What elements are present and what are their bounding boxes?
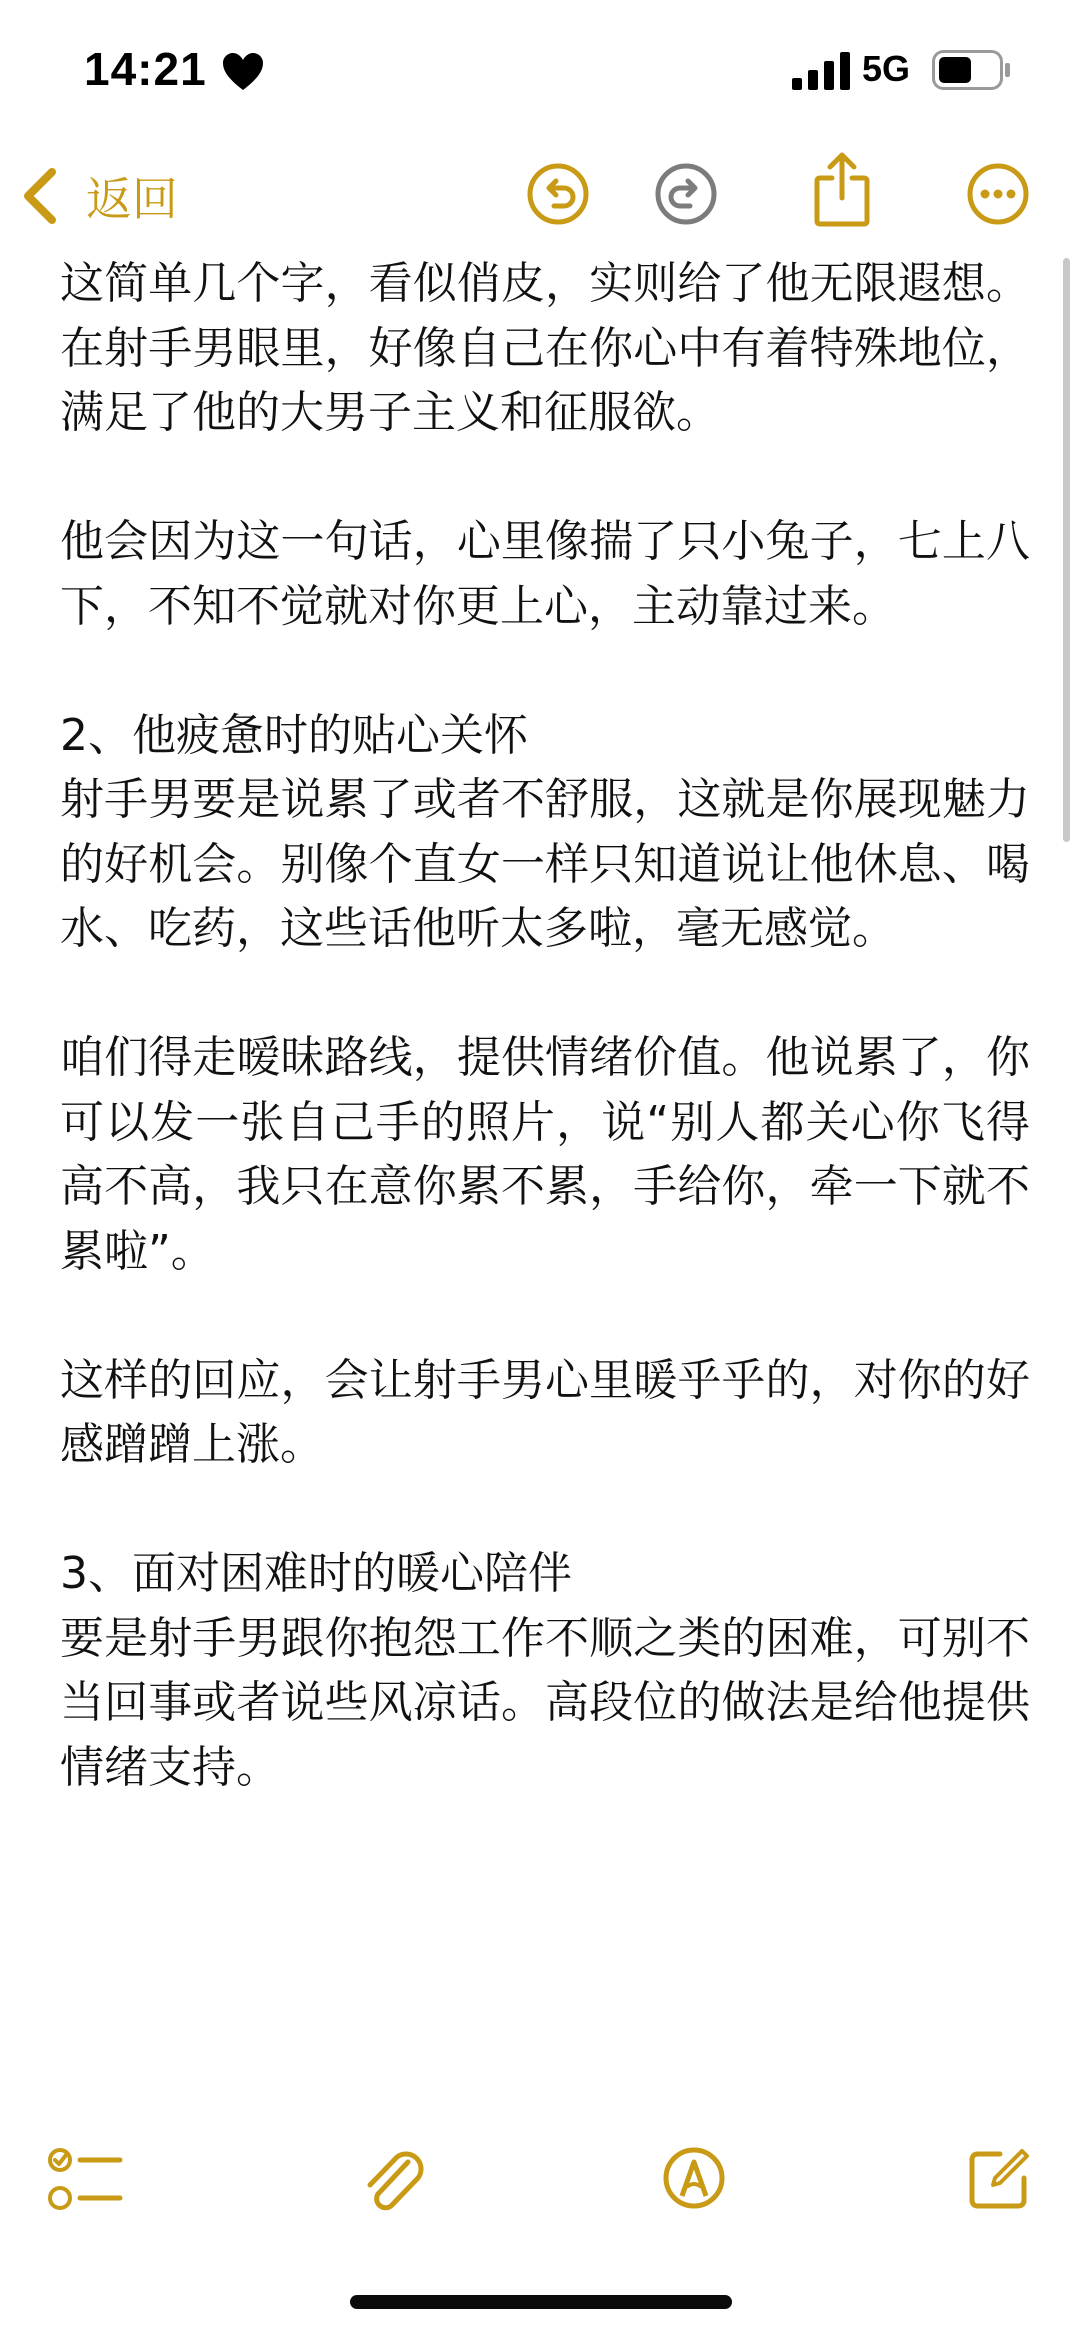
note-body[interactable] [60,252,1030,1800]
cellular-signal-icon [792,52,850,90]
more-icon[interactable] [966,162,1030,226]
scrollbar[interactable] [1063,258,1070,842]
note-paragraph: 他会因为这一句话，心里像揣了只小兔子，七上八下，不知不觉就对你更上心，主动靠过来。 [60,516,1030,632]
share-icon[interactable] [812,150,872,228]
back-label: 返回 [86,172,178,226]
attachment-icon[interactable] [360,2146,430,2218]
heart-icon [222,52,264,92]
note-paragraph: 2、他疲惫时的贴心关怀 射手男要是说累了或者不舒服，这就是你展现魅力的好机会。别像个直女一样只知道说让他休息、喝水、吃药，这些话他听太多啦，毫无感觉。 [60,709,1030,954]
chevron-left-icon [20,166,60,226]
status-time: 14:21 [84,43,207,95]
note-paragraph: 这样的回应，会让射手男心里暖乎乎的，对你的好感蹭蹭上涨。 [60,1354,1030,1470]
markup-icon[interactable] [662,2146,726,2210]
note-paragraph: 3、面对困难时的暖心陪伴 要是射手男跟你抱怨工作不顺之类的困难，可别不当回事或者说些风凉话。高段位的做法是给他提供情绪支持。 [60,1548,1030,1793]
network-type: 5G [862,48,911,89]
redo-icon[interactable] [654,162,718,226]
note-paragraph: 这简单几个字，看似俏皮，实则给了他无限遐想。在射手男眼里，好像自己在你心中有着特殊地位，满足了他的大男子主义和征服欲。 [60,258,1030,438]
back-button[interactable] [20,156,178,236]
compose-icon[interactable] [966,2146,1032,2212]
status-bar [0,0,1080,140]
battery-icon [932,50,1012,90]
nav-bar [0,150,1080,250]
checklist-icon[interactable] [48,2146,124,2214]
bottom-toolbar [0,2112,1080,2252]
undo-icon[interactable] [526,162,590,226]
home-indicator[interactable] [350,2295,732,2309]
note-paragraph: 咱们得走暧昧路线，提供情绪价值。他说累了，你可以发一张自己手的照片，说“别人都关心你飞得高不高，我只在意你累不累，手给你，牵一下就不累啦”。 [60,1032,1030,1277]
